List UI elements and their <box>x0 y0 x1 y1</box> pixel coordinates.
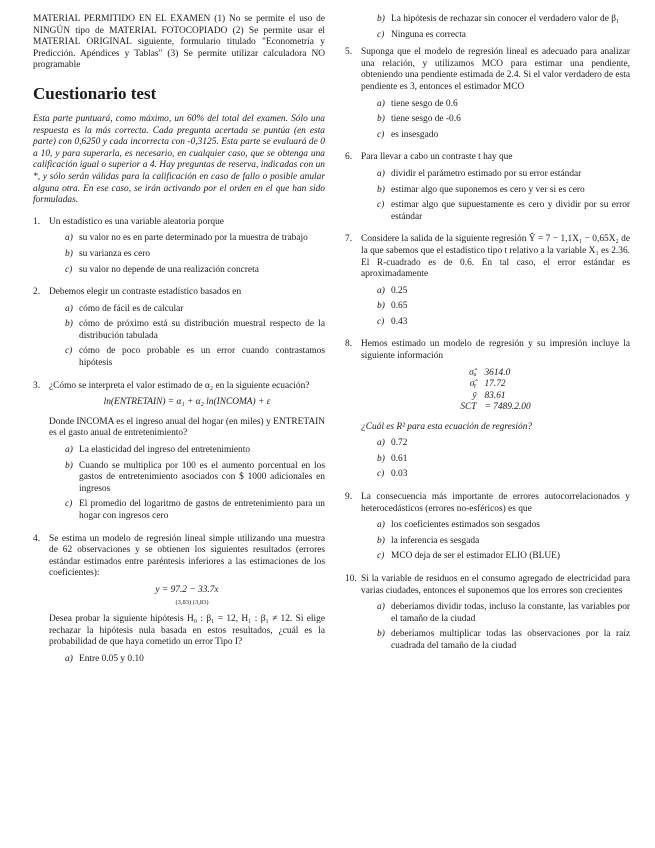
question-3 <box>33 381 325 527</box>
regression-equation: y = 97.2 − 33.7x (3,83) (3,83) <box>49 585 325 608</box>
question-number: 4. <box>33 533 41 544</box>
option-b: b) deberíamos multiplicar todas las observaciones por la raíz cuadrada del tamaño de la ciudad <box>377 629 630 651</box>
question-number: 10. <box>345 574 357 584</box>
table-row: σ̂ᵤ 3614.0 <box>469 367 511 378</box>
option-b: b) 0.65 <box>377 301 408 312</box>
equation: ln(ENTRETAIN) = α₁ + α₂ ln(INCOMA) + ε <box>103 397 271 408</box>
question-number: 5. <box>345 47 353 58</box>
option-b: b) tiene sesgo de -0.6 <box>377 114 461 125</box>
question-text: Suponga que el modelo de regresión lineal es adecuado para analizar una relación, y utilizamos MCO para estimar una pendiente, obteniendo una pendiente estimada de 2.4. Si el valor verdadero de esta pendiente es 3, entonces el estimador MCO <box>361 47 630 92</box>
table-row: ȳ 83.61 <box>472 390 506 401</box>
question-4-continued <box>377 14 630 41</box>
option-c: c) 0.03 <box>377 469 408 480</box>
question-9 <box>345 492 630 567</box>
option-a: a) La elasticidad del ingreso del entretenimiento <box>65 445 251 456</box>
question-text: Considere la salida de la siguiente regresión Ŷ = 7 − 1,1X₁ − 0,65X₂ de la que sabemos que el estadístico tipo t relativo a la variable X₁ es 2.36. El R-cuadrado es de 0.6. En tal caso, el error estándar es aproximadamente <box>361 234 630 280</box>
option-a: a) los coeficientes estimados son sesgados <box>377 520 540 531</box>
question-text: La consecuencia más importante de errores autocorrelacionados y heterocedásticos (errores no-esféricos) es que <box>361 492 630 514</box>
option-c: c) 0.43 <box>377 316 408 327</box>
table-row: σ̂ᵧ 17.72 <box>469 379 506 390</box>
question-7 <box>345 234 630 332</box>
question-10 <box>345 574 630 657</box>
question-number: 7. <box>345 234 353 245</box>
question-number: 2. <box>33 287 41 298</box>
question-6 <box>345 152 630 227</box>
question-number: 6. <box>345 152 353 163</box>
option-a: a) tiene sesgo de 0.6 <box>377 98 458 109</box>
question-1 <box>33 217 325 280</box>
instructions: Esta parte puntuará, como máximo, un 60% del total del examen. Sólo una respuesta es la más correcta. Cada pregunta acertada se puntúa (en esta parte) con 0,6250 y cada incorrecta con -0,3125. Esta parte se evaluará de 0 a 10, y para superarla, es necesario, en cualquier caso, que se obtenga una calificación igual o superior a 4. Hay preguntas de reserva, indicadas con un *, y sólo serán válidas para la calificación en caso de fallo o posible anular alguna otra. En ese caso, se irán activando por el orden en el que han sido formuladas. <box>33 113 325 206</box>
question-text: ¿Cómo se interpreta el valor estimado de α₂ en la siguiente ecuación? <box>49 380 310 391</box>
question-4 <box>33 534 325 670</box>
option-c: c) El promedio del logaritmo de gastos de entretenimiento para un hogar con ingresos cero <box>65 499 325 521</box>
option-a: a) 0.25 <box>377 285 408 296</box>
question-text: Debemos elegir un contraste estadístico basados en <box>49 287 242 298</box>
question-description: Donde INCOMA es el ingreso anual del hogar (en miles) y ENTRETAIN es el gasto anual de entretenimiento? <box>49 416 325 439</box>
question-text: Hemos estimado un modelo de regresión y su impresión incluye la siguiente información <box>361 339 630 362</box>
option-b: b) Cuando se multiplica por 100 es el aumento porcentual en los gastos de entretenimiento asociados con $ 1000 adicionales en ingresos <box>65 460 325 494</box>
question-number: 8. <box>345 339 353 350</box>
option-b: b) estimar algo que suponemos es cero y ver si es cero <box>377 184 585 195</box>
left-column <box>33 14 325 677</box>
option-b: b) 0.61 <box>377 453 408 464</box>
option-c: c) estimar algo que supuestamente es cero y dividir por su error estándar <box>377 200 630 222</box>
question-text: Se estima un modelo de regresión lineal simple utilizando una muestra de 62 observaciones y se obtienen los siguientes resultados (errores estándar estimados entre paréntesis inferiores a las estimaciones de los coeficientes): <box>49 533 325 579</box>
regression-output-table <box>456 368 534 414</box>
question-8 <box>345 339 630 485</box>
question-2 <box>33 287 325 374</box>
standard-errors: (3,83) (3,83) <box>175 598 209 606</box>
option-c: c) es insesgado <box>377 129 439 140</box>
option-c: c) Ninguna es correcta <box>377 29 466 40</box>
option-a: a) su valor no es en parte determinado por la muestra de trabajo <box>65 233 308 244</box>
option-a: a) Entre 0.05 y 0.10 <box>65 653 144 664</box>
table-row: SCT = 7489.2.00 <box>460 402 531 413</box>
question-text: Un estadístico es una variable aleatoria porque <box>49 216 224 227</box>
option-c: c) su valor no depende de una realización concreta <box>65 264 259 275</box>
option-a: a) dividir el parámetro estimado por su error estándar <box>377 168 582 179</box>
option-b: b) La hipótesis de rechazar sin conocer el verdadero valor de β₁ <box>377 14 620 24</box>
option-b: b) su varianza es cero <box>65 248 151 259</box>
section-title: Cuestionario test <box>33 83 157 103</box>
materials-note: MATERIAL PERMITIDO EN EL EXAMEN (1) No se permite el uso de NINGÚN tipo de MATERIAL FOTOCOPIADO (2) Se permite usar el MATERIAL ORIGINAL siguiente, formulario titulado "Econometría y Predicción. Apéndices y Tablas" (3) Se permite utilizar calculadora NO programable <box>33 14 325 71</box>
option-a: a) deberíamos dividir todas, incluso la constante, las variables por el tamaño de la ciudad <box>377 602 630 624</box>
question-number: 9. <box>345 492 353 503</box>
question-text: Para llevar a cabo un contraste t hay que <box>361 152 513 163</box>
option-a: a) 0.72 <box>377 438 408 449</box>
question-number: 1. <box>33 216 41 227</box>
option-b: b) cómo de próximo está su distribución muestral respecto de la distribución tabulada <box>65 319 325 341</box>
question-description: Desea probar la siguiente hipótesis H₀ : β₁ = 12, H₁ : β₁ ≠ 12. Si elige rechazar la hipótesis nula basada en estos resultados, ¿cuál es la probabilidad de que haya cometido un error Tipo I? <box>49 614 325 648</box>
question-number: 3. <box>33 380 41 391</box>
right-column <box>345 14 630 664</box>
question-5 <box>345 47 630 145</box>
question-description: ¿Cuál es R² para esta ecuación de regresión? <box>361 421 533 432</box>
option-b: b) la inferencia es sesgada <box>377 535 480 546</box>
question-text: Si la variable de residuos en el consumo agregado de electricidad para varias ciudades, entonces el suponemos que los errores son crecientes <box>361 574 630 596</box>
option-c: c) MCO deja de ser el estimador ELIO (BLUE) <box>377 551 560 562</box>
option-a: a) cómo de fácil es de calcular <box>65 303 184 314</box>
option-c: c) cómo de poco probable es un error cuando contrastamos hipótesis <box>65 346 325 369</box>
